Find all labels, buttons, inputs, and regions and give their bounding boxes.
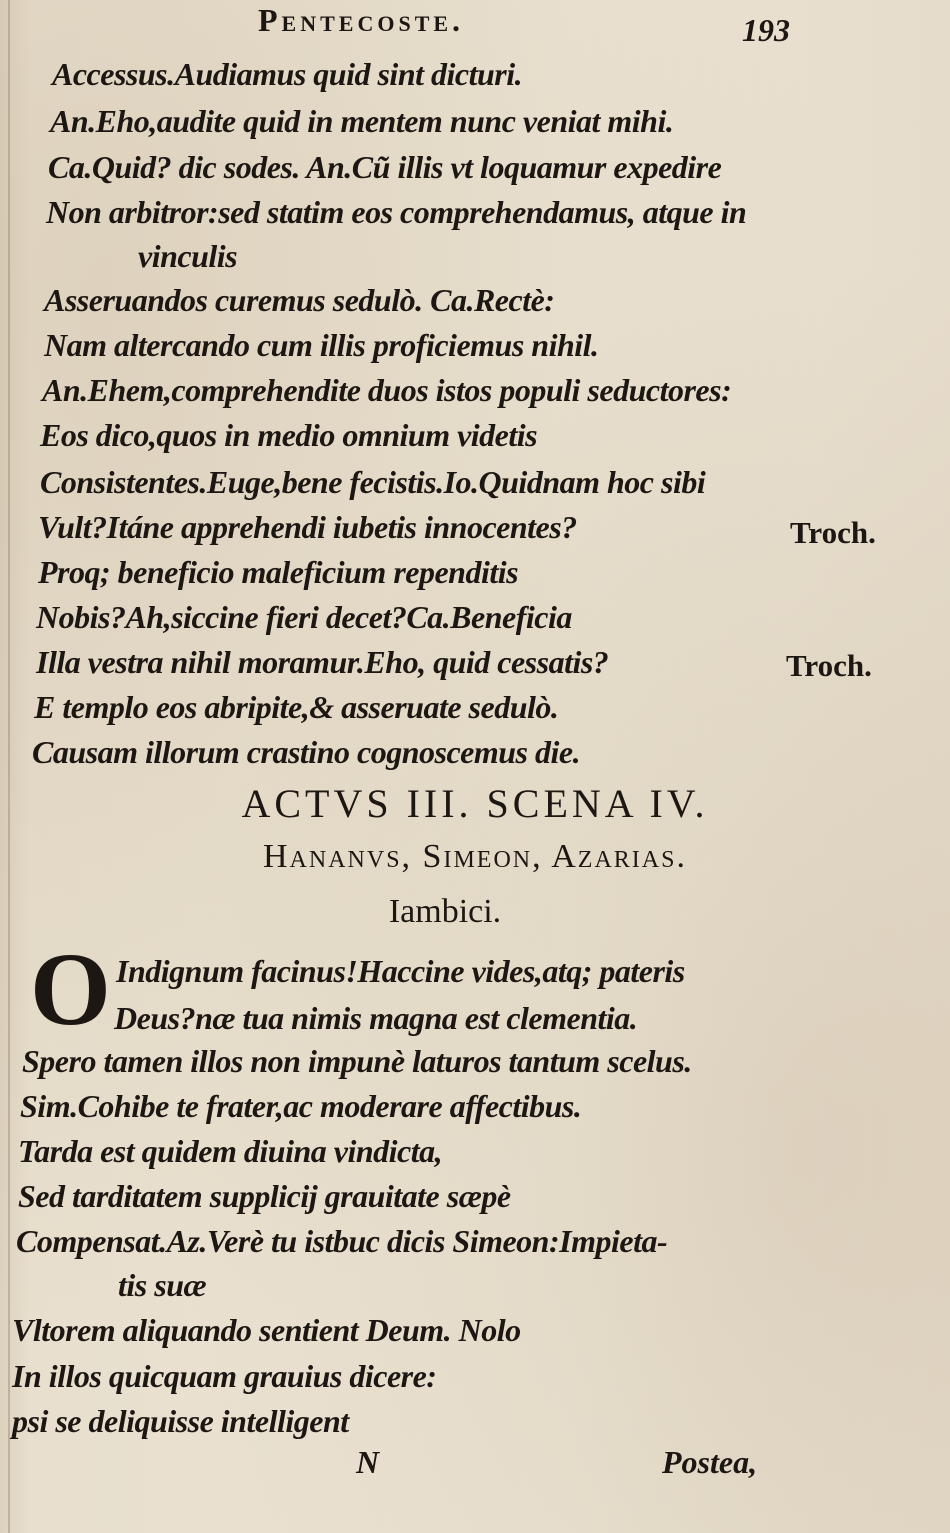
verse-line: Illa vestra nihil moramur.Eho, quid cessatis? [36, 644, 609, 680]
character-list: Hananvs, Simeon, Azarias. [263, 838, 687, 875]
scene-heading: ACTVS III. SCENA IV. [241, 781, 709, 826]
verse-line: Consistentes.Euge,bene fecistis.Io.Quidnam hoc sibi [40, 464, 706, 500]
verse-line: An.Eho,audite quid in mentem nunc veniat mihi. [50, 103, 674, 139]
margin-note: Troch. [786, 648, 872, 683]
verse-line: Sim.Cohibe te frater,ac moderare affectibus. [20, 1088, 582, 1124]
running-head: Pentecoste. [258, 2, 465, 38]
verse-line: Asseruandos curemus sedulò. Ca.Rectè: [44, 282, 555, 318]
verse-line: E templo eos abripite,& asseruate sedulò. [34, 689, 559, 725]
verse-line: In illos quicquam grauius dicere: [12, 1358, 437, 1394]
drop-cap-initial: O [30, 932, 111, 1047]
verse-line: Accessus.Audiamus quid sint dicturi. [52, 56, 523, 92]
verse-line: Tarda est quidem diuina vindicta, [18, 1133, 443, 1169]
verse-line: An.Ehem,comprehendite duos istos populi seductores: [42, 372, 732, 408]
verse-line: vinculis [138, 238, 238, 274]
catchword: Postea, [662, 1444, 758, 1480]
verse-line: psi se deliquisse intelligent [12, 1403, 349, 1439]
verse-line: Indignum facinus!Haccine vides,atq; pateris [116, 953, 685, 989]
verse-line: Nam altercando cum illis proficiemus nihil. [44, 327, 599, 363]
verse-line: Spero tamen illos non impunè laturos tantum scelus. [22, 1043, 692, 1079]
verse-line: Nobis?Ah,siccine fieri decet?Ca.Beneficia [36, 599, 572, 635]
meter-label: Iambici. [388, 893, 502, 930]
signature-mark: N [356, 1444, 380, 1480]
margin-note: Troch. [790, 515, 876, 550]
page-gutter [8, 0, 10, 1533]
verse-line: Eos dico,quos in medio omnium videtis [40, 417, 538, 453]
page-number: 193 [742, 12, 790, 48]
verse-line: Ca.Quid? dic sodes. An.Cũ illis vt loquamur expedire [48, 149, 722, 185]
verse-line: Proq; beneficio maleficium rependitis [38, 554, 519, 590]
verse-line: Compensat.Az.Verè tu istbuc dicis Simeon:Impieta- [16, 1223, 668, 1259]
verse-line: Vult?Itáne apprehendi iubetis innocentes? [38, 509, 577, 545]
verse-line: Non arbitror:sed statim eos comprehendamus, atque in [46, 194, 747, 230]
verse-line: Deus?næ tua nimis magna est clementia. [114, 1000, 638, 1036]
verse-line: Vltorem aliquando sentient Deum. Nolo [12, 1312, 521, 1348]
verse-line: Causam illorum crastino cognoscemus die. [32, 734, 581, 770]
verse-line: Sed tarditatem supplicij grauitate sæpè [18, 1178, 511, 1214]
verse-line: tis suæ [118, 1267, 207, 1303]
